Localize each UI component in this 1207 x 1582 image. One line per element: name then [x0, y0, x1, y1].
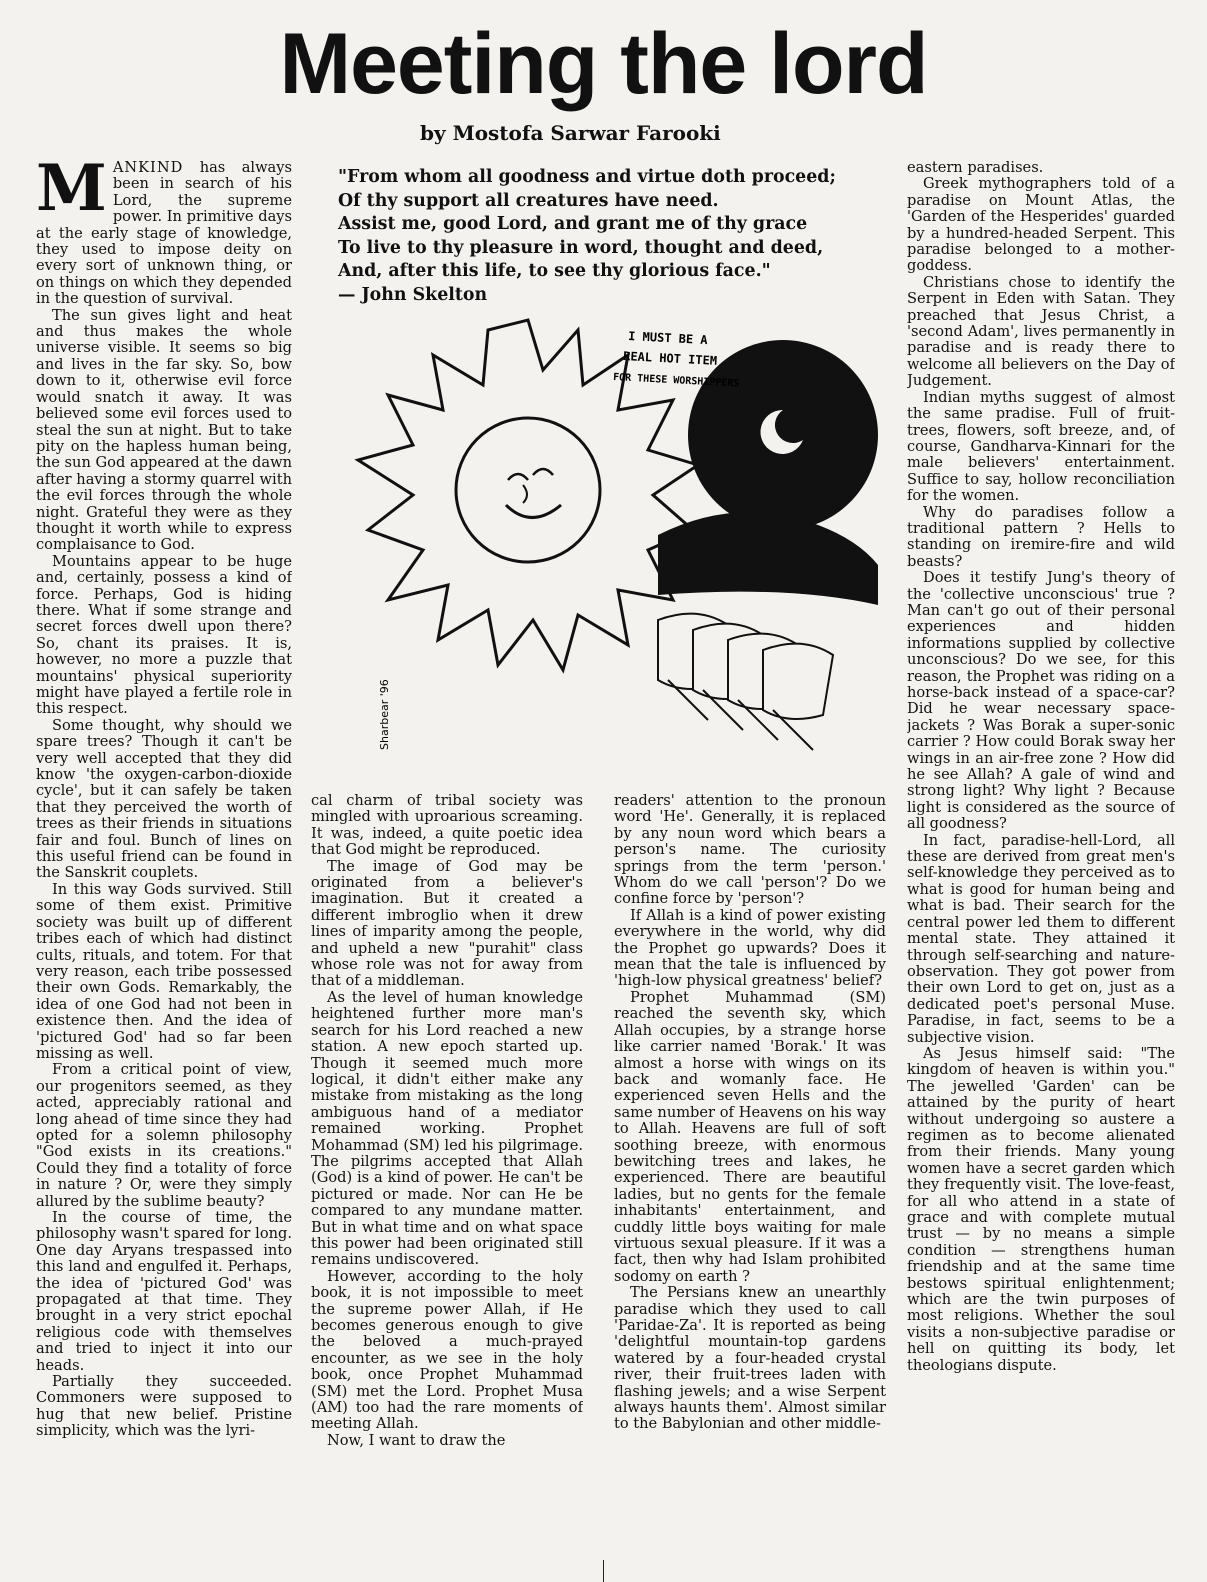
column-2-paragraph: cal charm of tribal society was mingled with uproarious screaming. It was, indeed, a quite poetic idea that God might be reproduced. [311, 793, 583, 859]
worshippers-group-icon [658, 614, 833, 750]
quote-line: Of thy support all creatures have need. [338, 190, 719, 211]
article-column-1 [36, 160, 292, 1572]
column-2-paragraph: As the level of human knowledge heightened further more man's search for his Lord reached a new station. A new epoch started up. Though it seemed much more logical, it didn't either make any mistake from mistaking as the long ambiguous hand of a mediator remained working. Prophet Mohammad (SM) led his pilgrimage. The pilgrims accepted that Allah (God) is a kind of power. He can't be pictured or made. Nor can He be compared to any mundane matter. But in what time and on what space this power had been originated still remains undiscovered. [311, 988, 583, 1269]
column-3-paragraph: The Persians knew an unearthly paradise which they used to call 'Paridae-Za'. It is reported as being 'delightful mountain-top gardens watered by a four-headed crystal river, their fruit-trees laden with flashing jewels; and a wise Serpent always haunts them'. Almost similar to the Babylonian and other middle- [614, 1284, 886, 1433]
column-4-paragraph: eastern paradises. [907, 160, 1044, 176]
column-3-paragraph: If Allah is a kind of power existing everywhere in the world, why did the Prophet go upwards? Does it mean that the tale is influenced by 'high-low physical greatness' belief? [614, 906, 886, 990]
sun-face-icon [456, 418, 600, 562]
column-3-paragraph: readers' attention to the pronoun word 'He'. Generally, it is replaced by any noun word which bears a person's name. The curiosity springs from the term 'person.' Whom do we call 'person'? Do we confine force by 'person'? [614, 793, 886, 908]
speech-line: I MUST BE A [627, 329, 708, 348]
speech-line: FOR THESE WORSHIPPERS [612, 372, 740, 390]
column-4-paragraph: Christians chose to identify the Serpent in Eden with Satan. They preached that Jesus Christ, a 'second Adam', lives permanently in paradise and is ready there to welcome all believers on the Day of Judgement. [907, 273, 1175, 390]
column-1-paragraph: The sun gives light and heat and thus makes the whole universe visible. It seems so big and lives in the far sky. So, bow down to it, otherwise evil force would snatch it away. It was believed some evil forces used to steal the sun at night. But to take pity on the hapless human being, the sun God appeared at the dawn after having a stormy quarrel with the evil forces through the whole night. Grateful they were as they thought it worth while to express complaisance to God. [36, 306, 292, 554]
column-1-paragraph: Mountains appear to be huge and, certainly, possess a kind of force. Perhaps, God is hiding there. What if some strange and secret forces dwell upon there? So, chant its praises. It is, however, no more a puzzle that mountains' physical superiority might have played a fertile role in this respect. [36, 552, 292, 718]
column-4-paragraph: Indian myths suggest of almost the same pradise. Full of fruit-trees, flowers, soft breeze, and, of course, Gandharva-Kinnari for the male believers' entertainment. Suffice to say, hollow reconciliation for the women. [907, 388, 1175, 505]
column-4-paragraph: In fact, paradise-hell-Lord, all these are derived from great men's self-knowledge they perceived as to what is good for human being and what is bad. Their search for the central power led them to different mental state. They attained it through self-searching and nature-observation. They got power from their own Lord to get on, just as a dedicated poet's personal Muse. Paradise, in fact, seems to be a subjective vision. [907, 831, 1175, 1046]
column-4-paragraph: Why do paradises follow a traditional pattern ? Hells to standing on iremire-fire and wild beasts? [907, 503, 1175, 570]
article-byline: by Mostofa Sarwar Farooki [420, 121, 721, 145]
article-column-2 [311, 793, 583, 1572]
pull-quote [338, 166, 898, 307]
column-1-paragraph-1 [36, 160, 292, 308]
article-headline: Meeting the lord [279, 16, 928, 112]
column-4-paragraph: As Jesus himself said: "The kingdom of heaven is within you." The jewelled 'Garden' can be attained by the purity of heart without undergoing so austere a regimen as to become alienated from their friends. Many young women have a secret garden which they frequently visit. The love-feast, for all who attend in a state of grace and with complete mutual trust — by no means a simple condition — strengthens human friendship and at the same time bestows spiritual enlightenment; which are the twin purposes of most religions. Whether the soul visits a non-subjective paradise or hell on quitting its body, let theologians dispute. [907, 1044, 1175, 1374]
lead-text: has always been in search of his Lord, the supreme power. In primitive days at the early stage of knowledge, they used to impose deity on every sort of unknown thing, or on things on which they depended in the question of survival. [36, 160, 292, 308]
quote-line: To live to thy pleasure in word, thought and deed, [338, 237, 824, 258]
column-2-paragraph: However, according to the holy book, it is not impossible to meet the supreme power Allah, if He becomes generous enough to give the beloved a much-prayed encounter, as we see in the holy book, once Prophet Muhammad (SM) met the Lord. Prophet Musa (AM) too had the rare moments of meeting Allah. [311, 1267, 583, 1433]
cartoon-signature: Sharbear '96 [378, 679, 391, 750]
column-1-paragraph: From a critical point of view, our progenitors seemed, as they acted, appreciably rational and long ahead of time since they had opted for a solemn philosophy "God exists in its creations." Could they find a totality of force in nature ? Or, were they simply allured by the sublime beauty? [36, 1061, 292, 1210]
article-column-3 [614, 793, 886, 1572]
column-3-paragraph: Prophet Muhammad (SM) reached the seventh sky, which Allah occupies, by a strange horse like carrier named 'Borak.' It was almost a horse with wings on its back and womanly face. He experienced seven Hells and the same number of Heavens on his way to Allah. Heavens are full of soft soothing breeze, with enormous bewitching trees and lakes, he experienced. There are beautiful ladies, but no gents for the female inhabitants' entertainment, and cuddly little boys waiting for male virtuous sexual pleasure. If it was a fact, then why had Islam prohibited sodomy on earth ? [614, 988, 886, 1285]
drop-cap: M [36, 160, 107, 226]
quote-line: Assist me, good Lord, and grant me of thy grace [338, 214, 808, 234]
column-1-paragraph: In this way Gods survived. Still some of them exist. Primitive society was built up of different tribes each of which had distinct cults, rituals, and totem. For that very reason, each tribe possessed their own Gods. Remarkably, the idea of one God had not been in existence then. And the idea of 'pictured God' had so far been missing as well. [36, 880, 292, 1062]
article-column-4 [907, 160, 1175, 1572]
quote-attribution: — John Skelton [338, 284, 488, 305]
column-divider [603, 1560, 604, 1582]
dark-moon-icon [688, 340, 878, 530]
cartoon-illustration [328, 300, 888, 790]
column-1-paragraph: In the course of time, the philosophy wasn't spared for long. One day Aryans trespassed into this land and engulfed it. Perhaps, the idea of 'pictured God' was propagated at that time. They brought in a very strict epochal religious code with themselves and tried to inject it into our heads. [36, 1209, 292, 1374]
column-1-paragraph: Some thought, why should we spare trees? Though it can't be very well accepted that they did know 'the oxygen-carbon-dioxide cycle', but it can safely be taken that they perceived the worth of trees as their friends in situations fair and foul. Bunch of lines on this useful friend can be found in the Sanskrit couplets. [36, 716, 292, 882]
column-2-paragraph: The image of God may be originated from a believer's imagination. But it created a different imbroglio when it drew lines of imparity among the people, and upheld a new "purahit" class whose role was not for away from that of a middleman. [311, 857, 583, 990]
column-1-paragraph: Partially they succeeded. Commoners were supposed to hug that new belief. Pristine simplicity, which was the lyri- [36, 1373, 292, 1440]
quote-line: And, after this life, to see thy glorious face." [338, 261, 771, 281]
column-4-paragraph: Does it testify Jung's theory of the 'collective unconscious' true ? Man can't go out of their personal experiences and hidden informations supplied by collective unconscious? Do we see, for this reason, the Prophet was riding on a horse-back instead of a space-car? Did he wear necessary space-jackets ? Was Borak a super-sonic carrier ? How could Borak sway her wings in an air-free zone ? How did he see Allah? A gale of wind and strong light? Why light ? Because light is considered as the source of all goodness? [907, 569, 1175, 833]
quote-line: "From whom all goodness and virtue doth proceed; [338, 167, 836, 187]
speech-line: REAL HOT ITEM [622, 349, 718, 368]
lead-caps: ANKIND [112, 160, 184, 176]
column-2-paragraph: Now, I want to draw the [327, 1431, 506, 1449]
column-4-paragraph: Greek mythographers told of a paradise on Mount Atlas, the 'Garden of the Hesperides' guarded by a hundred-headed Serpent. This paradise belonged to a mother-goddess. [907, 175, 1175, 275]
